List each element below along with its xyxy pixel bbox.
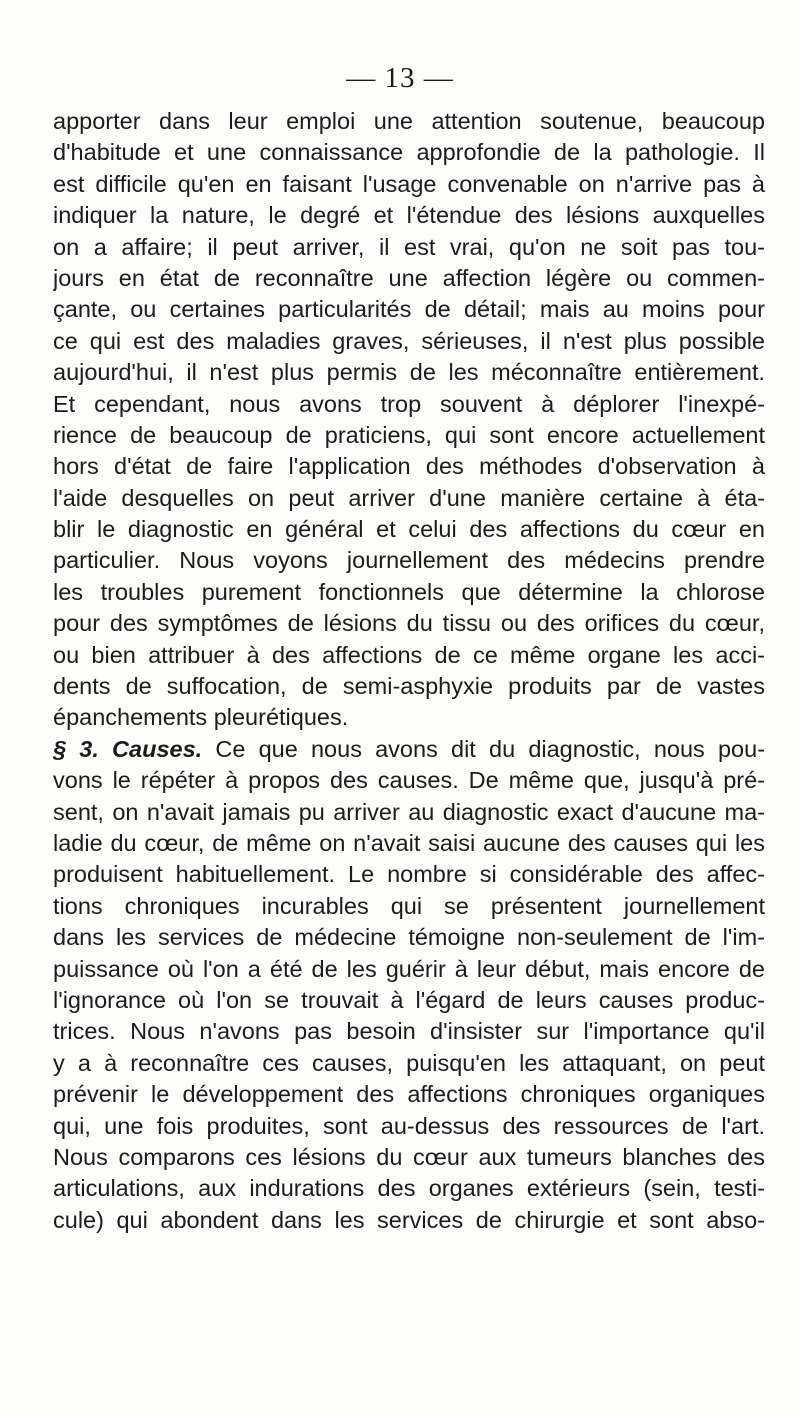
body-text [53,106,765,1236]
section-title: Causes. [112,735,203,762]
text-line: Ce que nous avons dit du diagnostic, nous pou- [215,735,765,762]
text-line: Nous comparons ces lésions du cœur aux tumeurs blanches des [53,1143,765,1170]
text-line: trices. Nous n'avons pas besoin d'insister sur l'importance qu'il [53,1018,765,1045]
paragraph-diagnostic [53,106,765,734]
text-line: particulier. Nous voyons journellement des médecins prendre [53,547,765,574]
text-line: çante, ou certaines particularités de détail; mais au moins pour [53,296,765,323]
text-line: rience de beaucoup de praticiens, qui sont encore actuellement [53,421,765,448]
text-line: l'ignorance où l'on se trouvait à l'égard de leurs causes produc- [53,986,765,1013]
text-line: on a affaire; il peut arriver, il est vrai, qu'on ne soit pas tou- [53,233,765,260]
text-line: puissance où l'on a été de les guérir à leur début, mais encore de [53,955,765,982]
text-line: ladie du cœur, de même on n'avait saisi aucune des causes qui les [53,829,765,856]
text-line: cule) qui abondent dans les services de chirurgie et sont abso- [53,1206,765,1233]
text-line: aujourd'hui, il n'est plus permis de les méconnaître entièrement. [53,359,765,386]
text-line: épanchements pleurétiques. [53,704,349,731]
text-line: ce qui est des maladies graves, sérieuses, il n'est plus possible [53,327,765,354]
text-line: est difficile qu'en en faisant l'usage convenable on n'arrive pas à [53,170,765,197]
text-line: articulations, aux indurations des organes extérieurs (sein, testi- [53,1175,765,1202]
text-line: dents de suffocation, de semi-asphyxie produits par de vastes [53,673,765,700]
text-line: pour des symptômes de lésions du tissu ou des orifices du cœur, [53,610,765,637]
page-number: — 13 — [346,62,454,94]
section-heading-line [53,734,765,765]
text-line: ou bien attribuer à des affections de ce même organe les acci- [53,641,765,668]
text-line: apporter dans leur emploi une attention soutenue, beaucoup [53,108,765,134]
text-line: les troubles purement fonctionnels que détermine la chlorose [53,578,765,605]
text-line: l'aide desquelles on peut arriver d'une manière certaine à éta- [53,484,765,511]
text-line: dans les services de médecine témoigne non-seulement de l'im- [53,924,765,951]
text-line: produisent habituellement. Le nombre si considérable des affec- [53,861,765,888]
text-line: tions chroniques incurables qui se présentent journellement [53,892,765,919]
text-line: d'habitude et une connaissance approfondie de la pathologie. Il [53,139,765,166]
section-causes [53,734,765,1236]
text-line: blir le diagnostic en général et celui des affections du cœur en [53,516,765,543]
text-line: vons le répéter à propos des causes. De même que, jusqu'à pré- [53,767,765,794]
text-line: prévenir le développement des affections chroniques organiques [53,1081,765,1108]
text-line: jours en état de reconnaître une affection légère ou commen- [53,264,765,291]
section-number: § 3. [53,735,99,762]
text-line: qui, une fois produites, sont au-dessus des ressources de l'art. [53,1112,765,1139]
text-line: Et cependant, nous avons trop souvent à déplorer l'inexpé- [53,390,765,417]
text-line: sent, on n'avait jamais pu arriver au diagnostic exact d'aucune ma- [53,798,765,825]
text-line: y a à reconnaître ces causes, puisqu'en les attaquant, on peut [53,1049,765,1076]
text-line: hors d'état de faire l'application des méthodes d'observation à [53,453,765,480]
text-line: indiquer la nature, le degré et l'étendue des lésions auxquelles [53,202,765,229]
